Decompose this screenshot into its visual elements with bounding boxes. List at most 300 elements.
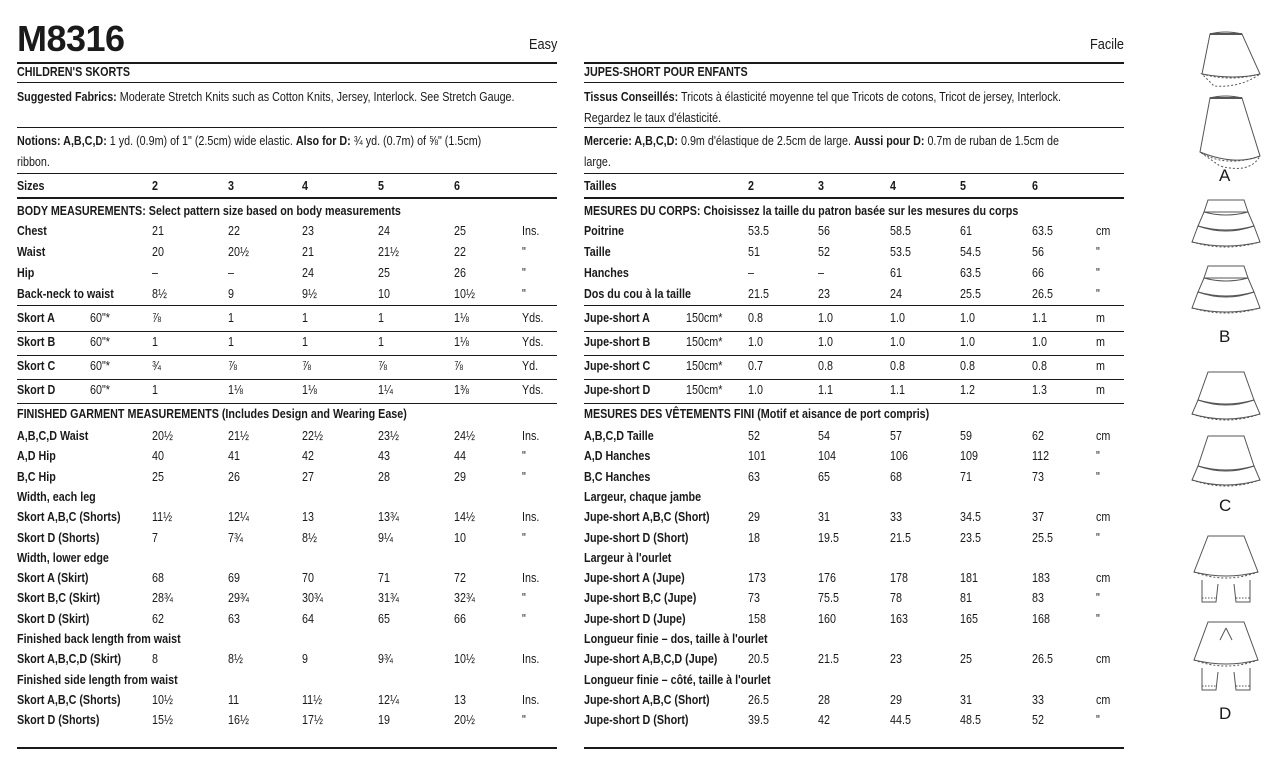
en-body-row-value: 21 bbox=[152, 224, 164, 238]
fr-finished-row-unit: " bbox=[1096, 469, 1100, 484]
fr-finished-row-value: 25 bbox=[960, 652, 972, 667]
fr-finished-row-value: 71 bbox=[960, 469, 972, 484]
fr-finished-row-value: 101 bbox=[748, 449, 766, 464]
en-body-row-value: 9 bbox=[228, 287, 234, 301]
en-finished-row-label: Finished side length from waist bbox=[17, 672, 178, 687]
en-size-header: 2 bbox=[152, 179, 158, 193]
en-body-row-value: – bbox=[228, 266, 234, 280]
en-yardage-value: 1 bbox=[228, 335, 234, 349]
fr-yardage-value: 1.0 bbox=[960, 311, 975, 325]
rule-line bbox=[17, 379, 557, 380]
fr-finished-row-value: 183 bbox=[1032, 571, 1050, 586]
en-finished-row-value: 10½ bbox=[152, 692, 173, 707]
fr-body-row-label: Poitrine bbox=[584, 224, 625, 238]
en-finished-row-label: Skort D (Shorts) bbox=[17, 713, 100, 728]
en-body-row-label: Chest bbox=[17, 224, 47, 238]
fr-finished-row-unit: " bbox=[1096, 530, 1100, 545]
en-fabrics bbox=[17, 87, 557, 108]
fr-finished-row-value: 65 bbox=[818, 469, 830, 484]
rule-line bbox=[584, 379, 1124, 380]
fr-body-row-unit: cm bbox=[1096, 224, 1111, 238]
fr-finished-row-value: 37 bbox=[1032, 510, 1044, 525]
en-finished-row-value: 70 bbox=[302, 571, 314, 586]
fr-finished-row-value: 28 bbox=[818, 692, 830, 707]
en-body-row-value: 10 bbox=[378, 287, 390, 301]
en-finished-row-label: Finished back length from waist bbox=[17, 632, 181, 646]
en-notions-text-3: ribbon. bbox=[17, 155, 50, 169]
en-yardage-value: ⅞ bbox=[302, 359, 311, 373]
fr-notions-text-3: large. bbox=[584, 155, 611, 169]
fr-finished-row-label: B,C Hanches bbox=[584, 469, 651, 484]
en-finished-row-value: 14½ bbox=[454, 510, 475, 525]
fr-body-row-value: 56 bbox=[818, 224, 830, 238]
en-finished-row-value: 29 bbox=[454, 469, 466, 484]
fr-finished-row-value: 160 bbox=[818, 611, 836, 626]
fr-yardage-value: 0.7 bbox=[748, 359, 763, 373]
en-finished-row-value: 11½ bbox=[302, 692, 323, 707]
en-yardage-width: 60"* bbox=[90, 335, 110, 349]
en-yardage-value: 1 bbox=[228, 311, 234, 325]
rule-line bbox=[17, 747, 557, 749]
en-body-row-value: 24 bbox=[378, 224, 390, 238]
fr-notions bbox=[584, 131, 1124, 173]
fr-finished-row-label: Longueur finie – dos, taille à l'ourlet bbox=[584, 632, 768, 646]
en-finished-row-value: 10 bbox=[454, 530, 466, 545]
fr-finished-row-label: A,B,C,D Taille bbox=[584, 429, 654, 443]
en-finished-row-value: 9¼ bbox=[378, 530, 393, 545]
en-finished-row-value: 8½ bbox=[302, 530, 317, 545]
fr-finished-row-value: 68 bbox=[890, 469, 902, 484]
fr-body-row-value: – bbox=[818, 266, 824, 280]
fr-fabrics-text-2: Regardez le taux d'élasticité. bbox=[584, 111, 722, 125]
en-finished-row-value: 68 bbox=[152, 571, 164, 586]
en-body-row-value: 9½ bbox=[302, 287, 317, 301]
en-finished-row-value: 31¾ bbox=[378, 591, 399, 606]
fr-finished-row-value: 48.5 bbox=[960, 713, 981, 728]
fr-finished-row-value: 25.5 bbox=[1032, 530, 1053, 545]
rule-line bbox=[584, 173, 1124, 174]
en-finished-row-value: 28 bbox=[378, 469, 390, 484]
fr-finished-row-label: A,D Hanches bbox=[584, 449, 651, 464]
en-finished-row-value: 27 bbox=[302, 469, 314, 484]
en-finished-row-value: 10½ bbox=[454, 652, 475, 667]
en-finished-row-label: Skort A,B,C (Shorts) bbox=[17, 510, 121, 525]
en-body-row-value: 20 bbox=[152, 245, 164, 259]
en-finished-row-value: 62 bbox=[152, 611, 164, 626]
view-label-b: B bbox=[1219, 327, 1231, 346]
en-finished-row-value: 8 bbox=[152, 652, 158, 667]
fr-notions-label2: Aussi pour D: bbox=[853, 134, 925, 148]
en-finished-row-value: 26 bbox=[228, 469, 240, 484]
fr-finished-row-unit: " bbox=[1096, 611, 1100, 626]
en-finished-row-value: 32¾ bbox=[454, 591, 475, 606]
fr-yardage-value: 0.8 bbox=[890, 359, 905, 373]
fr-body-row-value: 51 bbox=[748, 245, 760, 259]
fr-finished-row-unit: " bbox=[1096, 591, 1100, 606]
en-yardage-value: 1 bbox=[302, 311, 308, 325]
fr-finished-row-value: 81 bbox=[960, 591, 972, 606]
en-finished-row-unit: Ins. bbox=[522, 510, 540, 525]
en-finished-row-value: 20½ bbox=[152, 429, 173, 443]
en-finished-row-value: 11 bbox=[228, 692, 240, 707]
fr-finished-row-value: 26.5 bbox=[748, 692, 769, 707]
en-finished-row-value: 22½ bbox=[302, 429, 323, 443]
fr-finished-row-label: Jupe-short A (Jupe) bbox=[584, 571, 685, 586]
fr-yardage-width: 150cm* bbox=[686, 383, 723, 397]
en-yardage-value: 1⅛ bbox=[454, 335, 469, 349]
en-finished-row-label: Skort A,B,C,D (Skirt) bbox=[17, 652, 122, 667]
pattern-number: M8316 bbox=[17, 18, 125, 59]
en-body-row-value: 24 bbox=[302, 266, 314, 280]
en-finished-row-label: A,B,C,D Waist bbox=[17, 429, 89, 443]
view-a-front-sketch bbox=[1202, 32, 1260, 86]
rule-line bbox=[584, 127, 1124, 128]
fr-finished-row-value: 104 bbox=[818, 449, 836, 464]
view-sketches bbox=[1180, 28, 1270, 728]
view-b-front-sketch bbox=[1192, 200, 1260, 247]
en-yardage-unit: Yd. bbox=[522, 359, 539, 373]
en-finished-row-value: 63 bbox=[228, 611, 240, 626]
en-body-row-unit: " bbox=[522, 266, 526, 280]
fr-finished-row-unit: cm bbox=[1096, 429, 1111, 443]
en-finished-row-value: 65 bbox=[378, 611, 390, 626]
fr-yardage-value: 1.0 bbox=[748, 383, 763, 397]
en-finished-row-label: Skort B,C (Skirt) bbox=[17, 591, 101, 606]
fr-sizes-label: Tailles bbox=[584, 179, 617, 193]
fr-finished-row-label: Jupe-short D (Short) bbox=[584, 530, 689, 545]
en-finished-row-value: 29¾ bbox=[228, 591, 249, 606]
rule-line bbox=[17, 197, 557, 199]
en-yardage-value: 1⅛ bbox=[302, 383, 317, 397]
fr-finished-row-value: 54 bbox=[818, 429, 830, 443]
en-yardage-value: ⅞ bbox=[378, 359, 387, 373]
en-finished-row-unit: " bbox=[522, 591, 526, 606]
fr-body-row-label: Taille bbox=[584, 245, 611, 259]
en-yardage-value: 1⅛ bbox=[454, 311, 469, 325]
fr-yardage-value: 1.0 bbox=[890, 335, 905, 349]
en-body-heading: BODY MEASUREMENTS: Select pattern size based on body measurements bbox=[17, 204, 401, 218]
fr-finished-row-value: 26.5 bbox=[1032, 652, 1053, 667]
fr-yardage-value: 1.0 bbox=[1032, 335, 1047, 349]
rule-line bbox=[584, 331, 1124, 332]
fr-finished-row-value: 62 bbox=[1032, 429, 1044, 443]
rule-line bbox=[584, 747, 1124, 749]
en-size-header: 4 bbox=[302, 179, 308, 193]
fr-yardage-width: 150cm* bbox=[686, 311, 723, 325]
fr-body-row-value: 63.5 bbox=[1032, 224, 1053, 238]
en-notions-label: Notions: A,B,C,D: bbox=[17, 134, 107, 148]
en-finished-row-value: 21½ bbox=[228, 429, 249, 443]
fr-fabrics-text: Tricots à élasticité moyenne tel que Tricots de cotons, Tricot de jersey, Interlock. bbox=[681, 90, 1062, 104]
rule-line bbox=[17, 82, 557, 83]
fr-finished-row-value: 178 bbox=[890, 571, 908, 586]
fr-body-row-value: 66 bbox=[1032, 266, 1044, 280]
fr-notions-text1: 0.9m d'élastique de 2.5cm de large. bbox=[680, 134, 851, 148]
rule-line bbox=[17, 173, 557, 174]
en-finished-row-unit: " bbox=[522, 530, 526, 545]
en-body-row-value: 23 bbox=[302, 224, 314, 238]
fr-yardage-label: Jupe-short D bbox=[584, 383, 651, 397]
en-body-row-unit: " bbox=[522, 245, 526, 259]
en-body-row-value: 8½ bbox=[152, 287, 167, 301]
fr-finished-row-unit: " bbox=[1096, 449, 1100, 464]
en-finished-row-value: 71 bbox=[378, 571, 390, 586]
rule-line bbox=[584, 197, 1124, 199]
fr-finished-row-value: 18 bbox=[748, 530, 760, 545]
fr-finished-row-label: Largeur à l'ourlet bbox=[584, 550, 672, 565]
en-size-header: 6 bbox=[454, 179, 460, 193]
en-finished-row-value: 42 bbox=[302, 449, 314, 464]
fr-finished-row-value: 181 bbox=[960, 571, 978, 586]
fr-body-row-unit: " bbox=[1096, 287, 1100, 301]
fr-yardage-unit: m bbox=[1096, 383, 1105, 397]
en-yardage-label: Skort A bbox=[17, 311, 55, 325]
rule-line bbox=[584, 305, 1124, 306]
en-finished-row-value: 12¼ bbox=[378, 692, 399, 707]
fr-finished-row-value: 29 bbox=[748, 510, 760, 525]
en-finished-row-unit: " bbox=[522, 611, 526, 626]
fr-finished-row-value: 42 bbox=[818, 713, 830, 728]
en-finished-row-label: Skort A (Skirt) bbox=[17, 571, 89, 586]
fr-yardage-label: Jupe-short A bbox=[584, 311, 650, 325]
en-finished-row-value: 41 bbox=[228, 449, 240, 464]
en-yardage-value: ¾ bbox=[152, 359, 161, 373]
fr-finished-row-value: 21.5 bbox=[890, 530, 911, 545]
view-d-front-sketch bbox=[1194, 536, 1258, 602]
en-yardage-width: 60"* bbox=[90, 311, 110, 325]
view-a-back-sketch bbox=[1200, 96, 1260, 168]
fr-yardage-value: 0.8 bbox=[960, 359, 975, 373]
fr-body-row-value: 24 bbox=[890, 287, 902, 301]
fr-finished-row-value: 52 bbox=[1032, 713, 1044, 728]
fr-finished-row-label: Jupe-short A,B,C (Short) bbox=[584, 692, 710, 707]
difficulty-en: Easy bbox=[528, 36, 557, 53]
en-yardage-label: Skort B bbox=[17, 335, 56, 349]
fr-finished-row-value: 63 bbox=[748, 469, 760, 484]
fr-size-header: 5 bbox=[960, 179, 966, 193]
en-finished-row-value: 66 bbox=[454, 611, 466, 626]
fr-yardage-value: 1.3 bbox=[1032, 383, 1047, 397]
en-finished-row-value: 15½ bbox=[152, 713, 173, 728]
en-yardage-value: 1 bbox=[152, 335, 158, 349]
en-body-row-label: Hip bbox=[17, 266, 35, 280]
en-body-row-value: 22 bbox=[228, 224, 240, 238]
fr-body-row-value: 53.5 bbox=[890, 245, 911, 259]
fr-finished-row-label: Jupe-short B,C (Jupe) bbox=[584, 591, 697, 606]
fr-yardage-value: 1.1 bbox=[1032, 311, 1047, 325]
en-finished-row-value: 23½ bbox=[378, 429, 399, 443]
en-yardage-width: 60"* bbox=[90, 383, 110, 397]
fr-yardage-value: 1.0 bbox=[748, 335, 763, 349]
rule-line bbox=[17, 127, 557, 128]
fr-finished-row-label: Largeur, chaque jambe bbox=[584, 489, 702, 504]
en-body-row-unit: " bbox=[522, 287, 526, 301]
en-fabrics-text: Moderate Stretch Knits such as Cotton Knits, Jersey, Interlock. See Stretch Gauge. bbox=[119, 90, 515, 104]
en-finished-row-label: Width, each leg bbox=[17, 489, 96, 504]
fr-finished-row-value: 29 bbox=[890, 692, 902, 707]
fr-yardage-unit: m bbox=[1096, 311, 1105, 325]
fr-finished-row-value: 83 bbox=[1032, 591, 1044, 606]
fr-finished-row-value: 31 bbox=[960, 692, 972, 707]
fr-body-row-value: 25.5 bbox=[960, 287, 981, 301]
en-body-row-value: 21½ bbox=[378, 245, 399, 259]
en-finished-row-label: Skort D (Shorts) bbox=[17, 530, 100, 545]
en-finished-row-value: 16½ bbox=[228, 713, 249, 728]
en-sizes-label: Sizes bbox=[17, 179, 45, 193]
fr-yardage-width: 150cm* bbox=[686, 335, 723, 349]
fr-finished-row-value: 59 bbox=[960, 429, 972, 443]
fr-finished-row-value: 158 bbox=[748, 611, 766, 626]
en-finished-row-value: 28¾ bbox=[152, 591, 173, 606]
rule-line bbox=[584, 403, 1124, 404]
fr-body-row-value: 53.5 bbox=[748, 224, 769, 238]
fr-finished-row-value: 78 bbox=[890, 591, 902, 606]
en-finished-row-value: 9¾ bbox=[378, 652, 393, 667]
fr-finished-row-unit: cm bbox=[1096, 510, 1111, 525]
fr-body-row-label: Hanches bbox=[584, 266, 629, 280]
en-body-row-value: 10½ bbox=[454, 287, 475, 301]
fr-body-row-label: Dos du cou à la taille bbox=[584, 287, 691, 301]
fr-finished-row-value: 75.5 bbox=[818, 591, 839, 606]
view-label-a: A bbox=[1219, 166, 1231, 185]
fr-finished-row-value: 73 bbox=[1032, 469, 1044, 484]
fr-body-row-unit: " bbox=[1096, 245, 1100, 259]
fr-finished-row-value: 31 bbox=[818, 510, 830, 525]
en-body-row-label: Waist bbox=[17, 245, 46, 259]
fr-finished-row-value: 23.5 bbox=[960, 530, 981, 545]
en-finished-row-value: 13¾ bbox=[378, 510, 399, 525]
fr-body-row-value: 63.5 bbox=[960, 266, 981, 280]
fr-finished-row-value: 23 bbox=[890, 652, 902, 667]
en-notions-text1: 1 yd. (0.9m) of 1" (2.5cm) wide elastic. bbox=[109, 134, 293, 148]
en-finished-row-label: Skort A,B,C (Shorts) bbox=[17, 692, 121, 707]
en-finished-row-value: 7¾ bbox=[228, 530, 243, 545]
en-finished-row-unit: " bbox=[522, 469, 526, 484]
fr-yardage-unit: m bbox=[1096, 359, 1105, 373]
en-finished-row-value: 11½ bbox=[152, 510, 173, 525]
fr-finished-row-value: 109 bbox=[960, 449, 978, 464]
en-size-header: 5 bbox=[378, 179, 384, 193]
fr-finished-row-unit: cm bbox=[1096, 571, 1111, 586]
fr-body-row-value: 23 bbox=[818, 287, 830, 301]
en-finished-row-unit: Ins. bbox=[522, 571, 540, 586]
fr-yardage-value: 0.8 bbox=[748, 311, 763, 325]
en-yardage-unit: Yds. bbox=[522, 335, 544, 349]
en-finished-row-unit: Ins. bbox=[522, 692, 540, 707]
rule-line bbox=[17, 331, 557, 332]
fr-finished-row-label: Jupe-short A,B,C,D (Jupe) bbox=[584, 652, 718, 667]
en-notions-label2: Also for D: bbox=[295, 134, 351, 148]
fr-finished-row-unit: cm bbox=[1096, 692, 1111, 707]
fr-finished-row-value: 176 bbox=[818, 571, 836, 586]
en-body-row-value: 21 bbox=[302, 245, 314, 259]
en-finished-row-value: 69 bbox=[228, 571, 240, 586]
en-finished-row-value: 30¾ bbox=[302, 591, 323, 606]
en-finished-row-value: 20½ bbox=[454, 713, 475, 728]
en-notions-text2: ¾ yd. (0.7m) of ⅝" (1.5cm) bbox=[353, 134, 482, 148]
view-label-d: D bbox=[1219, 704, 1232, 723]
en-yardage-value: 1⅜ bbox=[454, 383, 469, 397]
fr-finished-row-value: 57 bbox=[890, 429, 902, 443]
fr-finished-row-value: 112 bbox=[1032, 449, 1050, 464]
fr-finished-row-label: Jupe-short D (Short) bbox=[584, 713, 689, 728]
en-yardage-value: 1 bbox=[378, 335, 384, 349]
fr-body-row-value: 52 bbox=[818, 245, 830, 259]
view-d-back-sketch bbox=[1194, 622, 1258, 690]
en-finished-row-value: 64 bbox=[302, 611, 314, 626]
fr-size-header: 2 bbox=[748, 179, 754, 193]
fr-yardage-width: 150cm* bbox=[686, 359, 723, 373]
fr-yardage-value: 1.0 bbox=[818, 335, 833, 349]
fr-body-row-value: 61 bbox=[890, 266, 902, 280]
fr-body-row-value: 54.5 bbox=[960, 245, 981, 259]
en-yardage-width: 60"* bbox=[90, 359, 110, 373]
en-body-row-value: 22 bbox=[454, 245, 466, 259]
en-finished-row-value: 72 bbox=[454, 571, 466, 586]
difficulty-fr: Facile bbox=[1089, 36, 1124, 53]
fr-yardage-label: Jupe-short C bbox=[584, 359, 651, 373]
en-body-row-value: 25 bbox=[378, 266, 390, 280]
en-finished-row-unit: Ins. bbox=[522, 652, 540, 667]
fr-notions-label: Mercerie: A,B,C,D: bbox=[584, 134, 678, 148]
en-body-row-value: 20½ bbox=[228, 245, 249, 259]
fr-finished-row-value: 106 bbox=[890, 449, 908, 464]
en-yardage-value: 1 bbox=[302, 335, 308, 349]
fr-finished-row-value: 33 bbox=[890, 510, 902, 525]
fr-finished-row-label: Longueur finie – côté, taille à l'ourlet bbox=[584, 672, 771, 687]
en-finished-row-label: B,C Hip bbox=[17, 469, 56, 484]
fr-finished-row-value: 19.5 bbox=[818, 530, 839, 545]
en-yardage-value: 1 bbox=[378, 311, 384, 325]
en-finished-row-value: 9 bbox=[302, 652, 308, 667]
en-title: CHILDREN'S SKORTS bbox=[17, 65, 131, 79]
fr-finished-row-label: Jupe-short A,B,C (Short) bbox=[584, 510, 710, 525]
en-finished-row-value: 7 bbox=[152, 530, 158, 545]
en-yardage-value: 1 bbox=[152, 383, 158, 397]
fr-finished-row-value: 20.5 bbox=[748, 652, 769, 667]
rule-line bbox=[584, 355, 1124, 356]
en-size-header: 3 bbox=[228, 179, 234, 193]
fr-body-row-value: – bbox=[748, 266, 754, 280]
en-notions bbox=[17, 131, 557, 173]
fr-finished-row-value: 165 bbox=[960, 611, 978, 626]
rule-line bbox=[17, 355, 557, 356]
fr-fabrics-label: Tissus Conseillés: bbox=[584, 90, 679, 104]
en-finished-row-value: 13 bbox=[302, 510, 314, 525]
fr-finished-row-value: 73 bbox=[748, 591, 760, 606]
en-body-row-value: 25 bbox=[454, 224, 466, 238]
fr-finished-row-value: 52 bbox=[748, 429, 760, 443]
fr-size-header: 4 bbox=[890, 179, 896, 193]
fr-yardage-label: Jupe-short B bbox=[584, 335, 651, 349]
fr-title: JUPES-SHORT POUR ENFANTS bbox=[584, 65, 748, 79]
view-b-back-sketch bbox=[1192, 266, 1260, 313]
en-finished-row-unit: " bbox=[522, 449, 526, 464]
en-finished-row-label: Width, lower edge bbox=[17, 550, 109, 565]
fr-finished-row-unit: cm bbox=[1096, 652, 1111, 667]
fr-yardage-unit: m bbox=[1096, 335, 1105, 349]
fr-body-row-value: 21.5 bbox=[748, 287, 769, 301]
fr-body-row-unit: " bbox=[1096, 266, 1100, 280]
rule-line bbox=[584, 82, 1124, 83]
en-finished-row-label: Skort D (Skirt) bbox=[17, 611, 90, 626]
en-finished-heading: FINISHED GARMENT MEASUREMENTS (Includes Design and Wearing Ease) bbox=[17, 407, 407, 421]
en-finished-row-value: 13 bbox=[454, 692, 466, 707]
en-finished-row-label: A,D Hip bbox=[17, 449, 56, 464]
fr-finished-row-value: 33 bbox=[1032, 692, 1044, 707]
en-yardage-label: Skort D bbox=[17, 383, 56, 397]
fr-fabrics bbox=[584, 87, 1124, 129]
